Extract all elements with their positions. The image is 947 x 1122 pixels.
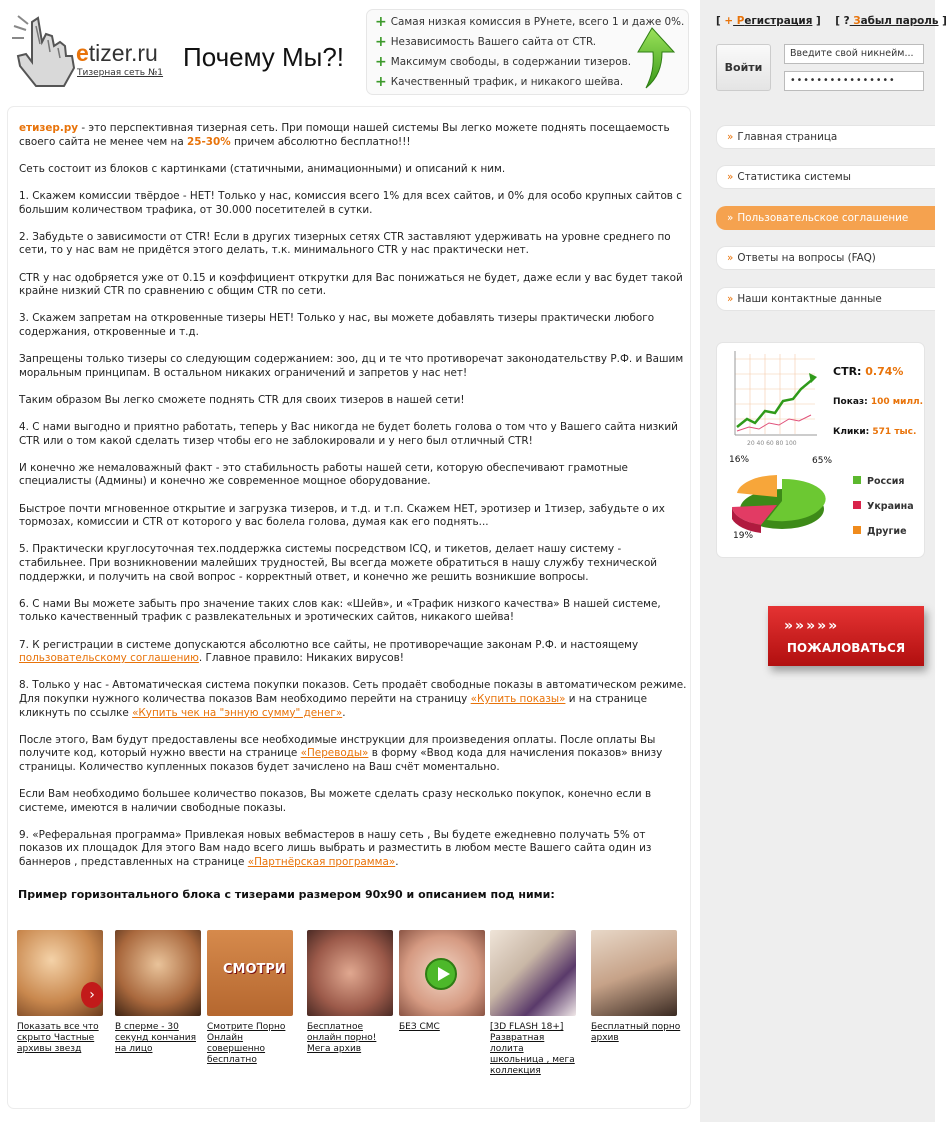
paragraph: CTR у нас одобряется уже от 0.15 и коэффициент открутки для Вас понижаться не будет, даже если у вас будет такой крайне низкий CTR по сравнению с общим CTR по сети. <box>19 271 683 298</box>
menu-item-user-agreement[interactable] <box>716 206 935 230</box>
legend-swatch <box>853 501 861 509</box>
register-link[interactable] <box>733 15 812 27</box>
text: После этого, Вам будут предоставлены все необходимые инструкции для произведения оплаты. После оплаты Вы получите код, который нужно ввести на странице <box>19 733 656 760</box>
text: 8. Только у нас - Автоматическая система покупки показов. Сеть продаёт свободные показы в автоматическом режиме. Для покупки нужного количества показов Вам необходимо перейти на страницу <box>19 679 687 705</box>
legend-others <box>853 526 907 537</box>
brand-name: eтизер.ру <box>19 122 79 134</box>
auth-links <box>716 15 947 27</box>
transfers-link[interactable]: «Переводы» <box>300 747 369 760</box>
text: . <box>342 706 346 719</box>
text: . Главное правило: Никаких вирусов! <box>198 652 404 665</box>
shows-label: Показ: <box>833 397 871 407</box>
teaser-item[interactable] <box>307 930 397 1055</box>
chart-axis-labels: 20 40 60 80 100 <box>747 440 797 447</box>
cursor-hand-icon <box>10 12 80 90</box>
teaser-caption[interactable]: В сперме - 30 секунд кончания на лицо <box>115 1022 197 1054</box>
forgot-link-first-letter: З <box>849 15 861 27</box>
logo-text-rest: tizer.ru <box>88 40 158 66</box>
menu-item-label: Ответы на вопросы (FAQ) <box>737 252 876 264</box>
teaser-caption[interactable]: Показать все что скрыто Частные архивы звезд <box>17 1022 99 1054</box>
intro-percent: 25-30% <box>187 135 231 148</box>
paragraph: Запрещены только тизеры со следующим содержанием: зоо, дц и те что противоречат законодательству Р.Ф. и Вашим моральным принципам. В остальном никаких ограничений и запретов у нас нет! <box>19 353 684 379</box>
teaser-thumbnail[interactable] <box>307 930 393 1016</box>
text: . <box>395 856 399 869</box>
bracket-close: ] <box>812 15 821 27</box>
feature-text: Качественный трафик, и никакого шейва. <box>390 76 624 88</box>
paragraph: 3. Скажем запретам на откровенные тизеры НЕТ! Только у нас, вы можете добавлять тизеры практически любого содержания, откровенные и т.д. <box>19 312 655 338</box>
teaser-caption[interactable]: Бесплатный порно архив <box>591 1022 681 1043</box>
stats-panel <box>716 342 925 558</box>
teaser-caption[interactable]: Бесплатное онлайн порно! Мега архив <box>307 1022 377 1054</box>
paragraph <box>19 734 689 775</box>
menu-item-statistics[interactable] <box>716 165 935 189</box>
text: 9. «Реферальная программа» Привлекая новых вебмастеров в нашу сеть , Вы будете ежедневно получать 5% от показов их площадок Для этого Вам надо всего лишь выбрать и разместить в любом месте Вашего сайта один из баннеров , представленных на странице <box>19 828 652 869</box>
teaser-item[interactable] <box>17 930 107 1055</box>
intro-end: причем абсолютно бесплатно!!! <box>230 135 411 148</box>
buy-check-link[interactable]: «Купить чек на "энную сумму" денег» <box>132 706 343 719</box>
clicks-stat <box>833 427 916 437</box>
complain-label: ПОЖАЛОВАТЬСЯ <box>786 641 906 655</box>
paragraph: Если Вам необходимо большее количество показов, Вы можете сделать сразу несколько покупок, конечно если в системе, имеются в наличии свободные показы. <box>19 788 652 814</box>
bracket-close: ] <box>938 15 947 27</box>
legend-label: Другие <box>867 526 907 537</box>
teaser-caption[interactable]: Смотрите Порно Онлайн совершенно бесплатно <box>207 1022 286 1065</box>
partner-program-link[interactable]: «Партнёрская программа» <box>247 856 396 869</box>
ctr-value: 0.74% <box>865 365 904 378</box>
ctr-label: CTR: <box>833 365 866 378</box>
green-arrow-up-icon <box>628 26 676 90</box>
plus-icon: + <box>375 74 387 90</box>
legend-swatch <box>853 526 861 534</box>
menu-arrow-icon: » <box>727 252 734 264</box>
menu-arrow-icon: » <box>727 212 734 224</box>
shows-stat <box>833 397 923 407</box>
forgot-password-link[interactable] <box>850 15 939 27</box>
menu-item-label: Пользовательское соглашение <box>737 212 909 224</box>
paragraph: 1. Скажем комиссии твёрдое - НЕТ! Только у нас, комиссия всего 1% для всех сайтов, и 0% для особо крупных сайтов с большим количеством трафика, от 30.000 посетителей в сутки. <box>19 189 682 216</box>
plus-icon: + <box>375 14 387 30</box>
feature-text: Максимум свободы, в содержании тизеров. <box>390 56 631 68</box>
logo-text-e: e <box>76 40 89 66</box>
paragraph: 2. Забудьте о зависимости от CTR! Если в других тизерных сетях CTR заставляют удерживать на уровне среднего по сети, то у нас вам не придётся этого делать, т.к. минимального CTR у нас практически нет. <box>19 230 671 257</box>
teaser-thumbnail[interactable] <box>207 930 293 1016</box>
bracket-open: [ <box>835 15 844 27</box>
logo-text[interactable] <box>76 40 158 67</box>
feature-text: Независимость Вашего сайта от CTR. <box>390 36 597 48</box>
teaser-item[interactable] <box>115 930 205 1055</box>
paragraph <box>19 829 689 870</box>
play-button-icon <box>425 958 457 990</box>
teaser-item[interactable] <box>399 930 489 1033</box>
register-link-rest: егистрация <box>744 15 813 27</box>
pie-slice-others <box>737 475 777 497</box>
play-arrow-icon: › <box>81 982 103 1008</box>
buy-shows-link[interactable]: «Купить показы» <box>470 692 566 705</box>
paragraph: И конечно же немаловажный факт - это стабильность работы нашей сети, которую обеспечивают грамотные специалисты (Админы) и конечно же современное мощное оборудование. <box>19 461 628 488</box>
example-block-title: Пример горизонтального блока с тизерами размером 90x90 и описанием под ними: <box>18 888 555 901</box>
register-link-first-letter: Р <box>733 15 745 27</box>
thumbnail-overlay-text: СМОТРИ <box>223 962 286 977</box>
menu-item-contacts[interactable] <box>716 287 935 311</box>
forgot-link-rest: абыл пароль <box>860 15 939 27</box>
paragraph: 5. Практически круглосуточная тех.поддержка системы посредством ICQ, и тикетов, делает нашу систему - стабильнее. При возникновении малейших трудностей, Вы всегда можете обратиться в нашу службу технической поддержки, и получить на свой вопрос - корректный ответ, и конечно же решить возникшие вопросы. <box>19 543 658 583</box>
teaser-thumbnail[interactable] <box>399 930 485 1016</box>
paragraph: Быстрое почти мгновенное открытие и загрузка тизеров, и т.д. и т.п. Скажем НЕТ, эротизер и 1тизер, забудьте о их тормозах, комиссии и CTR от которого у вас болела голова, думая как его поднять... <box>19 502 665 529</box>
teaser-thumbnail[interactable] <box>591 930 677 1016</box>
teaser-thumbnail[interactable] <box>490 930 576 1016</box>
paragraph <box>19 639 689 666</box>
menu-arrow-icon: » <box>727 293 734 305</box>
ctr-stat <box>833 365 903 378</box>
menu-item-home[interactable] <box>716 125 935 149</box>
logo-subtitle[interactable]: Тизерная сеть №1 <box>77 68 164 78</box>
teaser-caption[interactable]: БЕЗ СМС <box>399 1022 440 1032</box>
legend-ukraine <box>853 501 914 512</box>
nickname-input[interactable]: Введите свой никнейм... <box>784 44 924 64</box>
pie-chart <box>727 453 837 543</box>
chevrons-icon: »»»»» <box>784 618 840 634</box>
legend-russia <box>853 476 905 487</box>
teaser-block <box>17 930 687 1080</box>
intro-paragraph <box>19 122 689 149</box>
password-input[interactable]: •••••••••••••••• <box>784 71 924 91</box>
plus-icon: + <box>375 34 387 50</box>
teaser-item[interactable] <box>490 930 580 1077</box>
legend-label: Россия <box>867 476 905 487</box>
clicks-label: Клики: <box>833 427 873 437</box>
shows-value: 100 милл. <box>870 397 924 407</box>
clicks-value: 571 тыс. <box>872 427 917 437</box>
login-button[interactable]: Войти <box>716 44 771 91</box>
growth-chart-icon <box>725 349 820 449</box>
paragraph: 6. С нами Вы можете забыть про значение таких слов как: «Шейв», и «Трафик низкого качества» В нашей системе, только качественный трафик с развлекательных и эротических сайтов, никакого шейва! <box>19 597 661 624</box>
text: 7. К регистрации в системе допускаются абсолютно все сайты, не противоречащие законам Р.Ф. и настоящему <box>19 638 639 651</box>
pie-label-bottom: 19% <box>733 531 754 541</box>
pie-label-top-right: 65% <box>812 456 833 466</box>
legend-swatch <box>853 476 861 484</box>
plus-icon: + <box>375 54 387 70</box>
feature-text: Самая низкая комиссия в РУнете, всего 1 и даже 0%. <box>390 16 685 28</box>
menu-item-label: Статистика системы <box>737 171 851 183</box>
paragraph: Сеть состоит из блоков с картинками (статичными, анимационными) и описаний к ним. <box>19 162 506 175</box>
user-agreement-link[interactable]: пользовательскому соглашению <box>19 652 199 665</box>
question-mark-icon: ? <box>843 15 850 27</box>
teaser-item[interactable] <box>207 930 297 1066</box>
paragraph: 4. С нами выгодно и приятно работать, теперь у Вас никогда не будет болеть голова о том что у Вашего сайта низкий CTR или о том какой сделать тизер чтобы его не заблокировали и у него был отличный CTR! <box>19 421 678 447</box>
text: в форму «Ввод кода для начисления показов» внизу страницы. Количество купленных показов будет зачислено на Ваш счёт моментально. <box>19 747 663 773</box>
register-plus: + <box>724 15 734 27</box>
article-text <box>19 122 689 883</box>
pie-label-top-left: 16% <box>729 455 750 465</box>
teaser-item[interactable] <box>591 930 681 1044</box>
intro-text: - это перспективная тизерная сеть. При помощи нашей системы Вы легко можете поднять посещаемость своего сайта не менее чем на <box>19 122 670 148</box>
feature-item <box>375 34 596 50</box>
paragraph <box>19 679 689 720</box>
feature-item <box>375 74 623 90</box>
menu-arrow-icon: » <box>727 171 734 183</box>
feature-item <box>375 54 631 70</box>
legend-label: Украина <box>867 501 914 512</box>
complain-button[interactable] <box>768 606 924 666</box>
menu-item-label: Наши контактные данные <box>737 293 882 305</box>
teaser-caption[interactable]: [3D FLASH 18+] Развратная лолита школьница , мега коллекция <box>490 1022 575 1076</box>
menu-item-faq[interactable] <box>716 246 935 270</box>
teaser-thumbnail[interactable] <box>115 930 201 1016</box>
paragraph: Таким образом Вы легко сможете поднять CTR для своих тизеров в нашей сети! <box>19 393 465 406</box>
teaser-thumbnail[interactable] <box>17 930 103 1016</box>
menu-item-label: Главная страница <box>737 131 838 143</box>
text: и на странице кликнуть по ссылке <box>19 692 647 719</box>
menu-arrow-icon: » <box>727 131 734 143</box>
bracket-open: [ <box>716 15 725 27</box>
why-us-title: Почему Мы?! <box>183 42 345 72</box>
